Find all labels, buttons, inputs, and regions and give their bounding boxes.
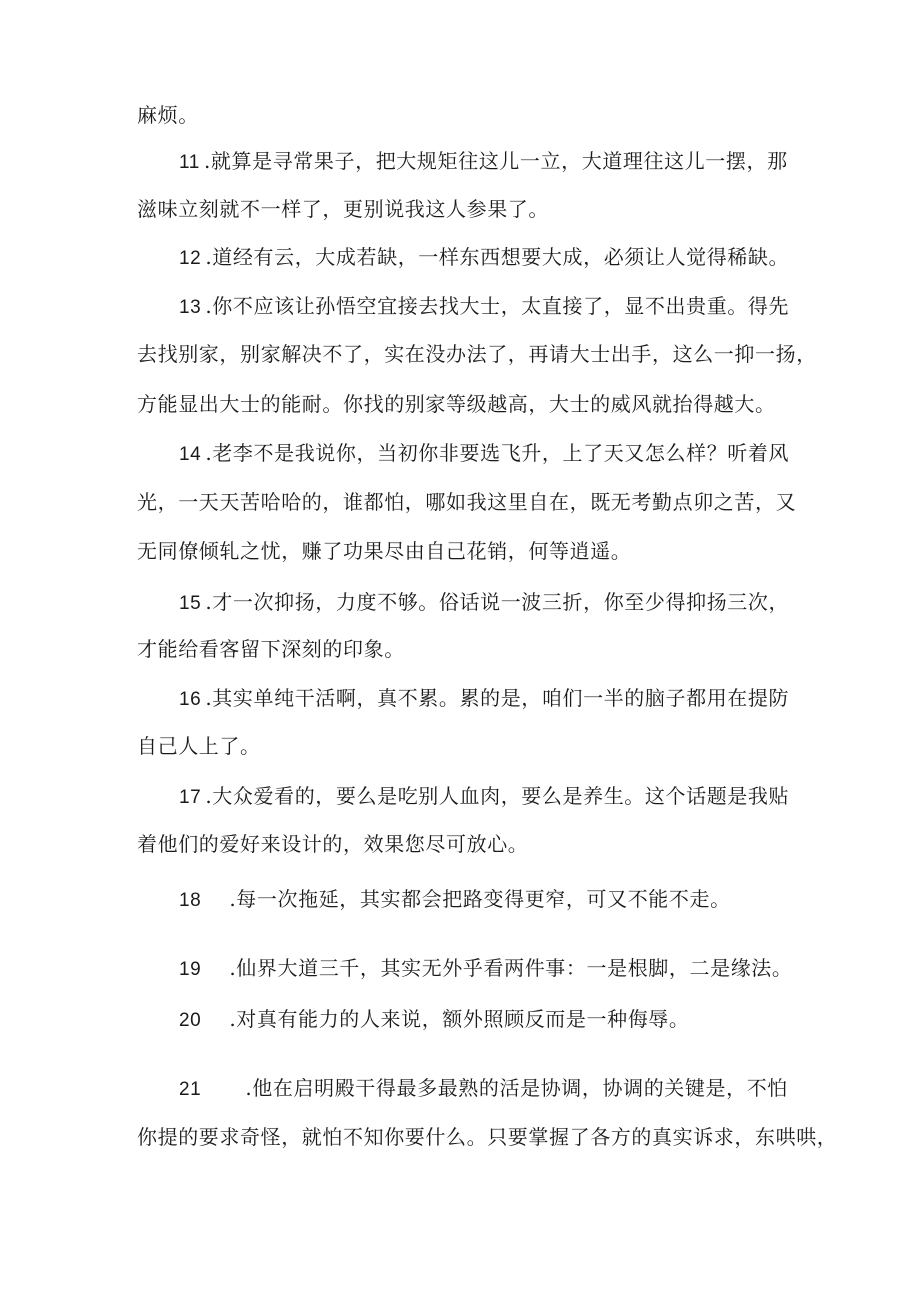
list-item-18: 18 .每一次拖延，其实都会把路变得更窄，可又不能不走。	[179, 886, 731, 914]
text-line: 着他们的爱好来设计的，效果您尽可放心。	[137, 832, 529, 856]
list-item-15: 15 .才一次抑扬，力度不够。俗话说一波三折，你至少得抑扬三次，	[179, 589, 789, 617]
item-number: 12	[179, 248, 202, 269]
text-line: 才能给看客留下深刻的印象。	[137, 637, 405, 661]
list-item-16: 16 .其实单纯干活啊，真不累。累的是，咱们一半的脑子都用在提防	[179, 685, 789, 713]
item-number: 17	[179, 787, 202, 808]
list-item-21: 21 .他在启明殿干得最多最熟的活是协调，协调的关键是，不怕	[179, 1075, 788, 1103]
text-line: 光，一天天苦哈哈的，谁都怕，哪如我这里自在，既无考勤点卯之苦，又	[137, 490, 797, 514]
text-line: 麻烦。	[137, 103, 199, 127]
text-line: 自己人上了。	[137, 734, 261, 758]
list-item-12: 12 .道经有云，大成若缺，一样东西想要大成，必须让人觉得稀缺。	[179, 244, 789, 272]
item-number: 21	[179, 1079, 202, 1100]
list-item-14: 14 .老李不是我说你，当初你非要选飞升，上了天又怎么样？听着风	[179, 440, 789, 468]
item-number: 13	[179, 297, 202, 318]
item-number: 15	[179, 593, 202, 614]
text-line: 去找别家，别家解决不了，实在没办法了，再请大士出手，这么一抑一扬，	[137, 342, 817, 366]
list-item-17: 17 .大众爱看的，要么是吃别人血肉，要么是养生。这个话题是我贴	[179, 783, 789, 811]
text-line: 方能显出大士的能耐。你找的别家等级越高，大士的威风就抬得越大。	[137, 392, 776, 416]
list-item-20: 20 .对真有能力的人来说，额外照顾反而是一种侮辱。	[179, 1006, 690, 1034]
text-line: 滋味立刻就不一样了，更别说我这人参果了。	[137, 197, 549, 221]
list-item-11: 11 .就算是寻常果子，把大规矩往这儿一立，大道理往这儿一摆，那	[179, 148, 788, 176]
item-number: 18	[179, 890, 202, 911]
item-number: 16	[179, 689, 202, 710]
text-line: 你提的要求奇怪，就怕不知你要什么。只要掌握了各方的真实诉求，东哄哄，	[137, 1125, 838, 1149]
text-line: 无同僚倾轧之忧，赚了功果尽由自己花销，何等逍遥。	[137, 539, 632, 563]
item-number: 11	[179, 152, 200, 173]
list-item-19: 19 .仙界大道三千，其实无外乎看两件事：一是根脚，二是缘法。	[179, 955, 793, 983]
list-item-13: 13 .你不应该让孙悟空宜接去找大士，太直接了，显不出贵重。得先	[179, 293, 789, 321]
item-number: 14	[179, 444, 202, 465]
item-number: 20	[179, 1010, 202, 1031]
item-number: 19	[179, 959, 202, 980]
